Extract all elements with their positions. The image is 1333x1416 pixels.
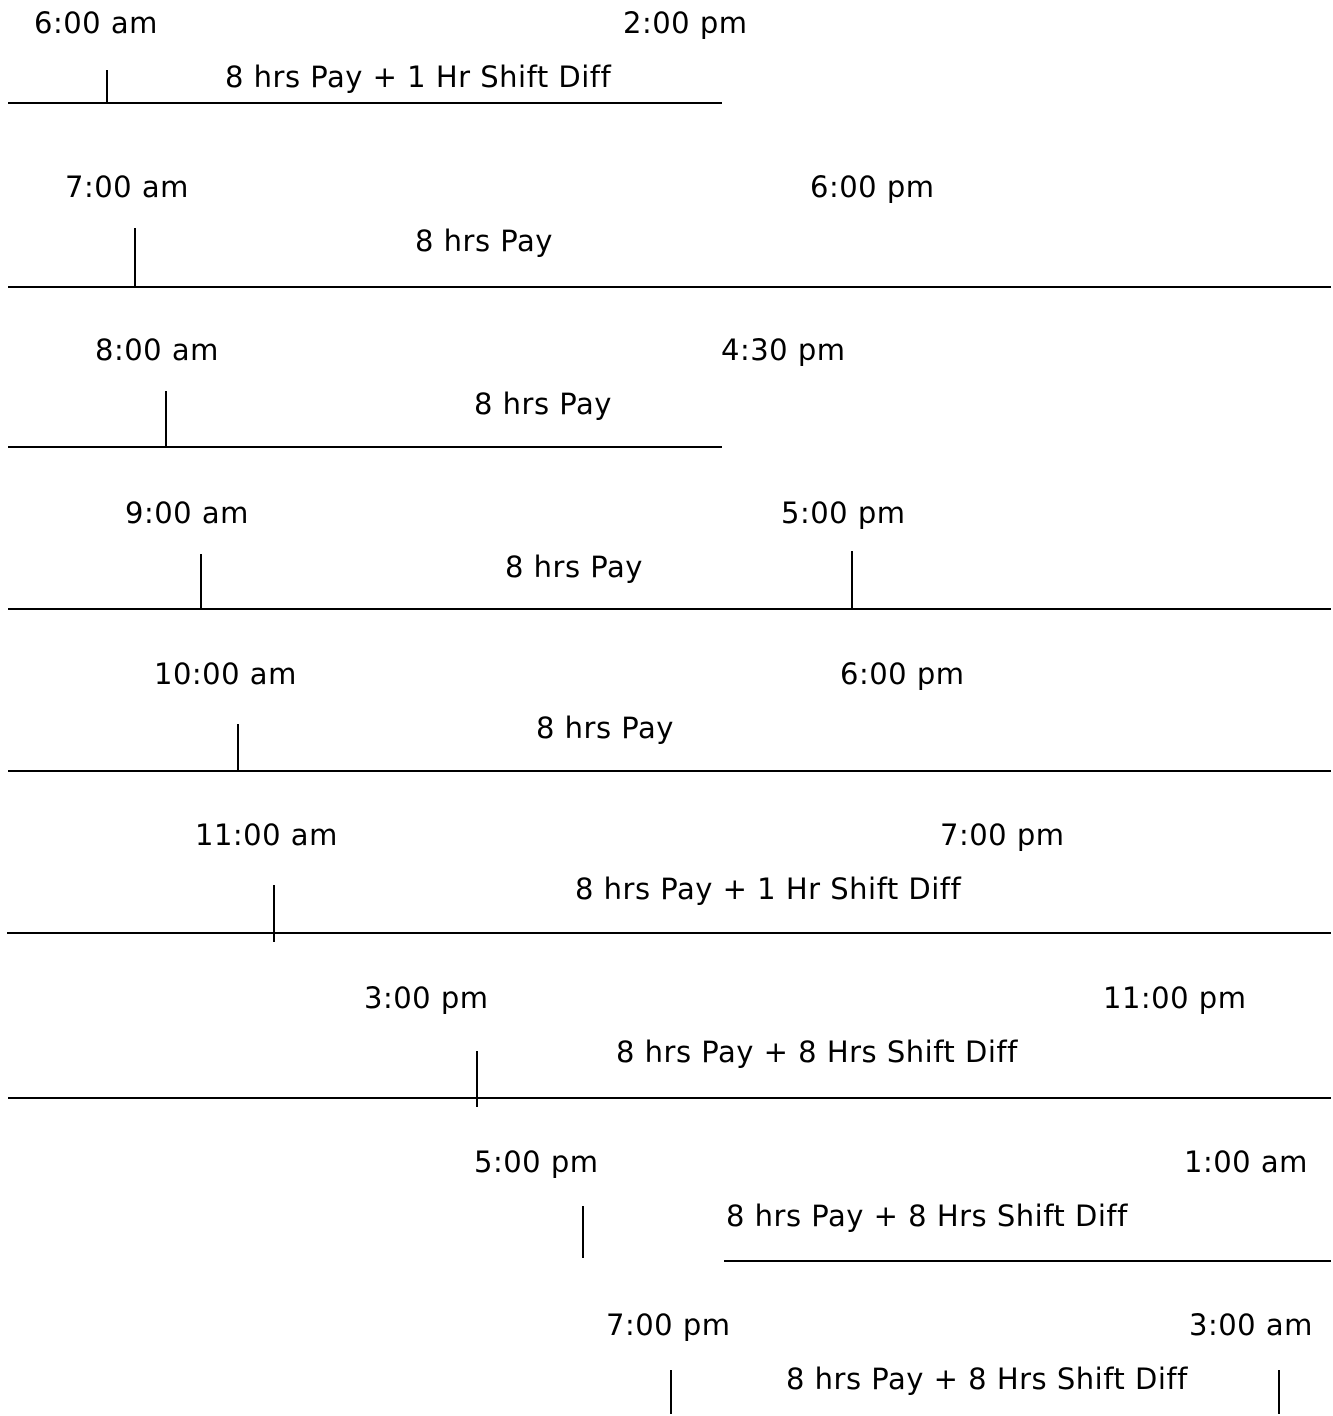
shift-start-time: 7:00 am (65, 170, 189, 204)
shift-start-tick (106, 70, 108, 102)
shift-end-time: 4:30 pm (721, 333, 846, 367)
shift-end-time: 2:00 pm (623, 6, 748, 40)
shift-end-tick (1278, 1370, 1280, 1414)
shift-end-time: 5:00 pm (781, 496, 906, 530)
shift-pay-label: 8 hrs Pay (415, 224, 553, 258)
shift-pay-label: 8 hrs Pay + 8 Hrs Shift Diff (726, 1199, 1128, 1233)
shift-pay-label: 8 hrs Pay + 8 Hrs Shift Diff (786, 1362, 1188, 1396)
shift-start-time: 9:00 am (125, 496, 249, 530)
shift-pay-label: 8 hrs Pay + 1 Hr Shift Diff (575, 872, 962, 906)
shift-timeline-line (8, 102, 722, 104)
shift-end-time: 3:00 am (1189, 1308, 1313, 1342)
shift-start-time: 8:00 am (95, 333, 219, 367)
shift-start-time: 5:00 pm (474, 1145, 599, 1179)
shift-end-time: 7:00 pm (940, 818, 1065, 852)
shift-timeline-line (8, 446, 722, 448)
shift-timeline-line (7, 932, 1331, 934)
shift-timeline-line (8, 286, 1331, 288)
shift-end-tick (851, 551, 853, 609)
shift-start-time: 11:00 am (195, 818, 338, 852)
shift-start-tick (670, 1370, 672, 1414)
shift-pay-label: 8 hrs Pay + 1 Hr Shift Diff (225, 60, 612, 94)
shift-pay-label: 8 hrs Pay + 8 Hrs Shift Diff (616, 1035, 1018, 1069)
shift-end-time: 6:00 pm (840, 657, 965, 691)
shift-timeline-line (724, 1260, 1331, 1262)
shift-timeline-line (8, 1097, 1331, 1099)
shift-pay-label: 8 hrs Pay (474, 387, 612, 421)
shift-start-time: 6:00 am (34, 6, 158, 40)
shift-timeline-line (8, 608, 1331, 610)
shift-start-time: 3:00 pm (364, 981, 489, 1015)
shift-start-tick (134, 228, 136, 286)
shift-start-tick (165, 391, 167, 447)
shift-pay-label: 8 hrs Pay (505, 550, 643, 584)
shift-end-time: 6:00 pm (810, 170, 935, 204)
shift-pay-label: 8 hrs Pay (536, 711, 674, 745)
shift-start-tick (200, 554, 202, 609)
shift-start-time: 7:00 pm (606, 1308, 731, 1342)
shift-start-time: 10:00 am (154, 657, 297, 691)
shift-end-time: 1:00 am (1184, 1145, 1308, 1179)
shift-timeline-line (8, 770, 1331, 772)
shift-start-tick (237, 724, 239, 772)
shift-end-time: 11:00 pm (1103, 981, 1247, 1015)
shift-start-tick (582, 1206, 584, 1258)
